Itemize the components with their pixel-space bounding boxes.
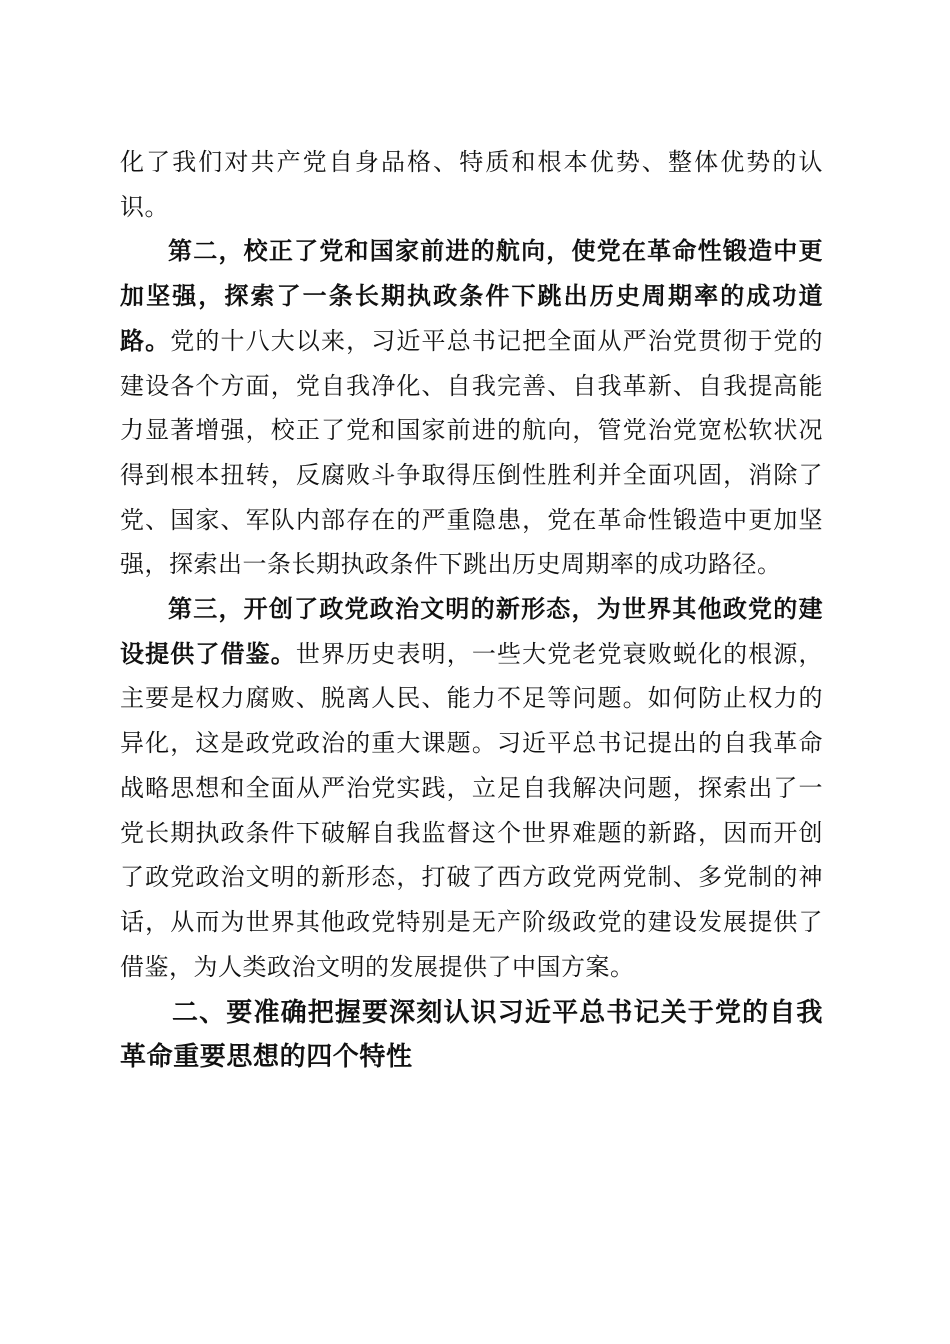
- section-heading: 二、要准确把握要深刻认识习近平总书记关于党的自我革命重要思想的四个特性: [120, 998, 823, 1073]
- paragraph-continuation: [120, 140, 823, 229]
- paragraph-third-point: [120, 587, 823, 989]
- paragraph-lead-sentence: 第二，校正了党和国家前进的航向，使党在革命性锻造中更加坚强，探索了一条长期执政条件下跳出历史周期率的成功道路。: [120, 236, 823, 355]
- paragraph-lead-sentence: 第三，开创了政党政治文明的新形态，为世界其他政党的建设提供了借鉴。: [120, 594, 823, 668]
- paragraph-text: 化了我们对共产党自身品格、特质和根本优势、整体优势的认识。: [120, 148, 823, 221]
- paragraph-body: 世界历史表明，一些大党老党衰败蜕化的根源，主要是权力腐败、脱离人民、能力不足等问题。如何防止权力的异化，这是政党政治的重大课题。习近平总书记提出的自我革命战略思想和全面从严治党实践，立足自我解决问题，探索出了一党长期执政条件下破解自我监督这个世界难题的新路，因而开创了政党政治文明的新形态，打破了西方政党两党制、多党制的神话，从而为世界其他政党特别是无产阶级政党的建设发展提供了借鉴，为人类政治文明的发展提供了中国方案。: [120, 639, 824, 981]
- document-page: [120, 140, 823, 1079]
- paragraph-second-point: [120, 229, 823, 587]
- paragraph-body: 党的十八大以来，习近平总书记把全面从严治党贯彻于党的建设各个方面，党自我净化、自我完善、自我革新、自我提高能力显著增强，校正了党和国家前进的航向，管党治党宽松软状况得到根本扭转，反腐败斗争取得压倒性胜利并全面巩固，消除了党、国家、军队内部存在的严重隐患，党在革命性锻造中更加坚强，探索出一条长期执政条件下跳出历史周期率的成功路径。: [120, 326, 824, 579]
